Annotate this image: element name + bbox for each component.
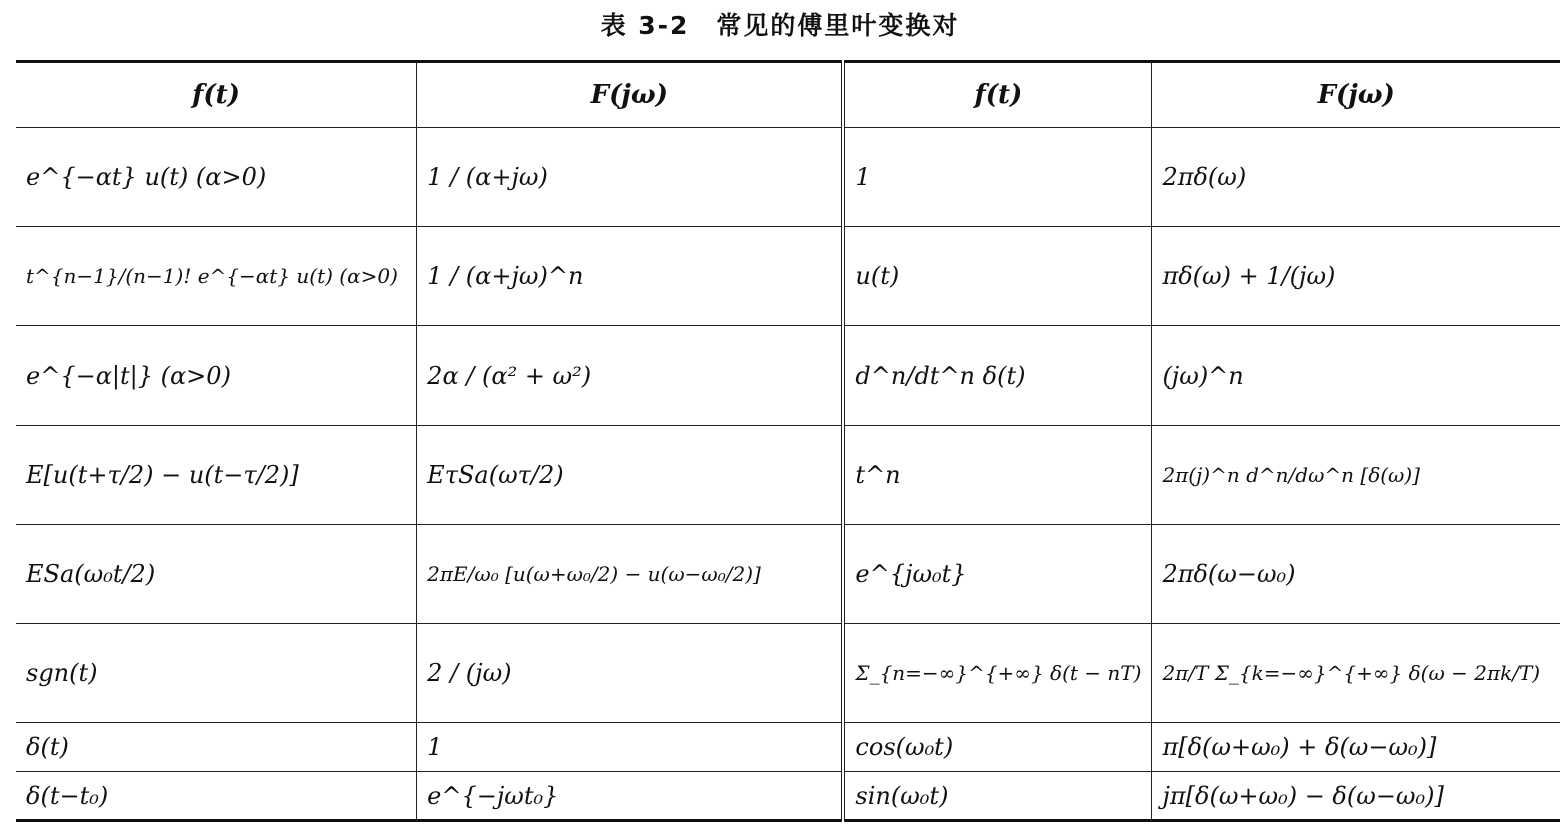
table-row	[16, 128, 1560, 227]
header-ft-1: f(t)	[16, 62, 417, 128]
cell-Fjw: 2α / (α² + ω²)	[417, 326, 844, 426]
table-row	[16, 525, 1560, 624]
table-row	[16, 772, 1560, 821]
cell-Fjw: 1 / (α+jω)	[417, 128, 844, 227]
cell-Fjw: EτSa(ωτ/2)	[417, 426, 844, 525]
cell-ft: sin(ω₀t)	[843, 772, 1152, 821]
header-row	[16, 62, 1560, 128]
table-row	[16, 723, 1560, 772]
cell-ft: e^{−αt} u(t) (α>0)	[16, 128, 417, 227]
cell-Fjw: 2πE/ω₀ [u(ω+ω₀/2) − u(ω−ω₀/2)]	[417, 525, 844, 624]
cell-Fjw: 2π(j)^n d^n/dω^n [δ(ω)]	[1152, 426, 1560, 525]
cell-ft: 1	[843, 128, 1152, 227]
header-ft-2: f(t)	[843, 62, 1152, 128]
fourier-transform-pairs-table	[16, 60, 1560, 822]
cell-ft: E[u(t+τ/2) − u(t−τ/2)]	[16, 426, 417, 525]
table-row	[16, 227, 1560, 326]
cell-ft: Σ_{n=−∞}^{+∞} δ(t − nT)	[843, 624, 1152, 723]
cell-ft: u(t)	[843, 227, 1152, 326]
table-row	[16, 326, 1560, 426]
cell-ft: t^n	[843, 426, 1152, 525]
table-caption: 表 3-2 常见的傅里叶变换对	[600, 11, 960, 40]
cell-Fjw: 2πδ(ω−ω₀)	[1152, 525, 1560, 624]
table-row	[16, 624, 1560, 723]
cell-Fjw: e^{−jωt₀}	[417, 772, 844, 821]
cell-ft: d^n/dt^n δ(t)	[843, 326, 1152, 426]
cell-Fjw: πδ(ω) + 1/(jω)	[1152, 227, 1560, 326]
cell-ft: cos(ω₀t)	[843, 723, 1152, 772]
cell-ft: sgn(t)	[16, 624, 417, 723]
cell-Fjw: 1	[417, 723, 844, 772]
cell-ft: e^{jω₀t}	[843, 525, 1152, 624]
cell-Fjw: 2πδ(ω)	[1152, 128, 1560, 227]
cell-Fjw: 1 / (α+jω)^n	[417, 227, 844, 326]
header-Fjw-2: F(jω)	[1152, 62, 1560, 128]
cell-ft: δ(t−t₀)	[16, 772, 417, 821]
cell-Fjw: 2π/T Σ_{k=−∞}^{+∞} δ(ω − 2πk/T)	[1152, 624, 1560, 723]
header-Fjw-1: F(jω)	[417, 62, 844, 128]
cell-ft: ESa(ω₀t/2)	[16, 525, 417, 624]
cell-Fjw: (jω)^n	[1152, 326, 1560, 426]
cell-ft: t^{n−1}/(n−1)! e^{−αt} u(t) (α>0)	[16, 227, 417, 326]
cell-Fjw: 2 / (jω)	[417, 624, 844, 723]
cell-ft: δ(t)	[16, 723, 417, 772]
cell-Fjw: π[δ(ω+ω₀) + δ(ω−ω₀)]	[1152, 723, 1560, 772]
table-row	[16, 426, 1560, 525]
cell-Fjw: jπ[δ(ω+ω₀) − δ(ω−ω₀)]	[1152, 772, 1560, 821]
cell-ft: e^{−α|t|} (α>0)	[16, 326, 417, 426]
